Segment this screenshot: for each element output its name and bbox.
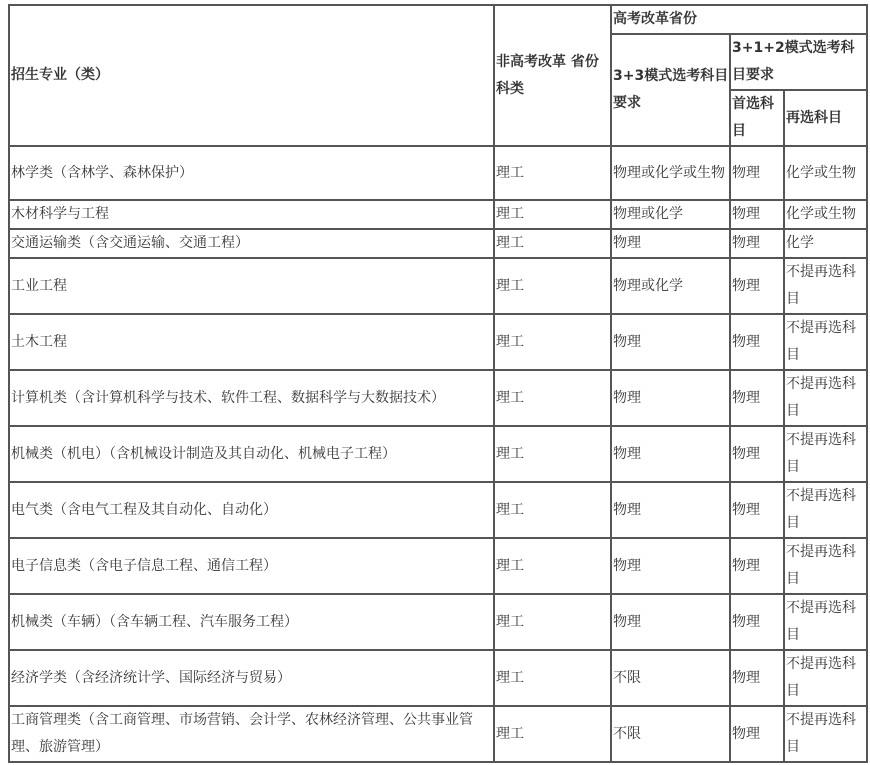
cell-mode-33: 物理或化学 [611, 200, 730, 229]
header-row-1 [9, 5, 867, 34]
cell-first-subject: 物理 [730, 594, 784, 650]
table-row [9, 314, 867, 370]
cell-second-subject: 不提再选科目 [784, 706, 867, 762]
table-row [9, 706, 867, 762]
cell-second-subject: 不提再选科目 [784, 650, 867, 706]
cell-non-reform: 理工 [494, 258, 611, 314]
header-first-subject: 首选科目 [730, 90, 784, 146]
cell-second-subject: 化学 [784, 229, 867, 258]
cell-major: 经济学类（含经济统计学、国际经济与贸易） [9, 650, 494, 706]
table-row [9, 146, 867, 200]
table-row [9, 650, 867, 706]
cell-mode-33: 不限 [611, 706, 730, 762]
cell-first-subject: 物理 [730, 229, 784, 258]
cell-second-subject: 化学或生物 [784, 200, 867, 229]
cell-mode-33: 物理 [611, 426, 730, 482]
header-second-subject: 再选科目 [784, 90, 867, 146]
cell-major: 机械类（车辆）（含车辆工程、汽车服务工程） [9, 594, 494, 650]
cell-first-subject: 物理 [730, 706, 784, 762]
cell-second-subject: 不提再选科目 [784, 538, 867, 594]
cell-mode-33: 物理 [611, 538, 730, 594]
cell-mode-33: 物理 [611, 314, 730, 370]
cell-major: 计算机类（含计算机科学与技术、软件工程、数据科学与大数据技术） [9, 370, 494, 426]
cell-major: 工商管理类（含工商管理、市场营销、会计学、农林经济管理、公共事业管理、旅游管理） [9, 706, 494, 762]
cell-mode-33: 物理 [611, 229, 730, 258]
table-body [9, 146, 867, 762]
header-reform-provinces: 高考改革省份 [611, 5, 867, 34]
cell-non-reform: 理工 [494, 538, 611, 594]
cell-first-subject: 物理 [730, 370, 784, 426]
cell-first-subject: 物理 [730, 314, 784, 370]
cell-second-subject: 不提再选科目 [784, 594, 867, 650]
cell-mode-33: 物理 [611, 482, 730, 538]
cell-mode-33: 物理 [611, 594, 730, 650]
cell-non-reform: 理工 [494, 482, 611, 538]
cell-second-subject: 化学或生物 [784, 146, 867, 200]
table-row [9, 229, 867, 258]
cell-major: 木材科学与工程 [9, 200, 494, 229]
cell-second-subject: 不提再选科目 [784, 258, 867, 314]
cell-second-subject: 不提再选科目 [784, 370, 867, 426]
cell-second-subject: 不提再选科目 [784, 482, 867, 538]
cell-first-subject: 物理 [730, 426, 784, 482]
cell-mode-33: 物理或化学或生物 [611, 146, 730, 200]
cell-non-reform: 理工 [494, 706, 611, 762]
header-mode-312: 3+1+2模式选考科目要求 [730, 34, 867, 90]
cell-non-reform: 理工 [494, 426, 611, 482]
cell-non-reform: 理工 [494, 314, 611, 370]
cell-non-reform: 理工 [494, 650, 611, 706]
cell-first-subject: 物理 [730, 146, 784, 200]
cell-first-subject: 物理 [730, 200, 784, 229]
cell-second-subject: 不提再选科目 [784, 314, 867, 370]
cell-mode-33: 物理或化学 [611, 258, 730, 314]
header-mode-33: 3+3模式选考科目要求 [611, 34, 730, 146]
cell-major: 工业工程 [9, 258, 494, 314]
cell-major: 电气类（含电气工程及其自动化、自动化） [9, 482, 494, 538]
cell-non-reform: 理工 [494, 229, 611, 258]
cell-first-subject: 物理 [730, 650, 784, 706]
table-row [9, 200, 867, 229]
cell-major: 土木工程 [9, 314, 494, 370]
cell-non-reform: 理工 [494, 200, 611, 229]
cell-major: 电子信息类（含电子信息工程、通信工程） [9, 538, 494, 594]
table-row [9, 258, 867, 314]
table-row [9, 370, 867, 426]
cell-mode-33: 不限 [611, 650, 730, 706]
cell-first-subject: 物理 [730, 482, 784, 538]
table-row [9, 594, 867, 650]
table-row [9, 538, 867, 594]
header-major: 招生专业（类） [9, 5, 494, 146]
cell-non-reform: 理工 [494, 594, 611, 650]
cell-non-reform: 理工 [494, 370, 611, 426]
header-non-reform: 非高考改革 省份科类 [494, 5, 611, 146]
cell-first-subject: 物理 [730, 538, 784, 594]
table-row [9, 426, 867, 482]
cell-major: 林学类（含林学、森林保护） [9, 146, 494, 200]
cell-second-subject: 不提再选科目 [784, 426, 867, 482]
cell-major: 交通运输类（含交通运输、交通工程） [9, 229, 494, 258]
cell-non-reform: 理工 [494, 146, 611, 200]
subject-requirements-table [8, 4, 868, 763]
cell-first-subject: 物理 [730, 258, 784, 314]
cell-mode-33: 物理 [611, 370, 730, 426]
table-row [9, 482, 867, 538]
cell-major: 机械类（机电）（含机械设计制造及其自动化、机械电子工程） [9, 426, 494, 482]
